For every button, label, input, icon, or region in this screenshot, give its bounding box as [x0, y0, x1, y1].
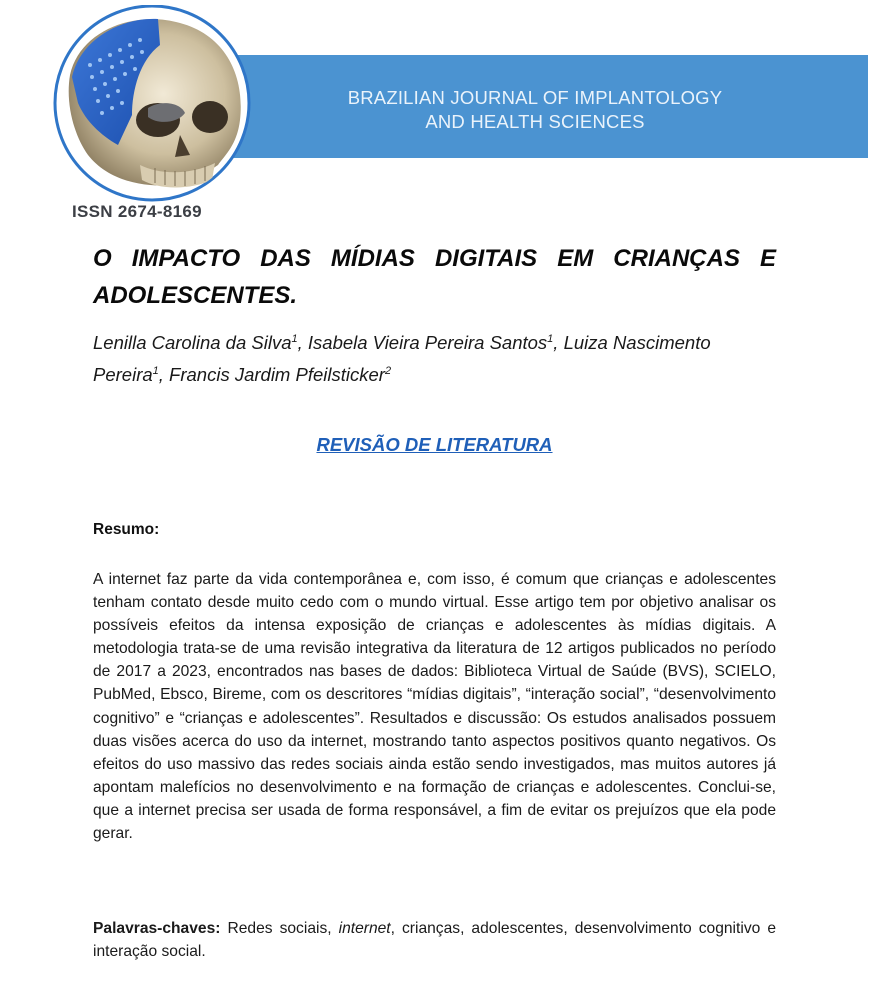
- author-separator: ,: [553, 332, 564, 354]
- abstract-body: A internet faz parte da vida contemporânea e, com isso, é comum que crianças e adolescentes tenham contato desde muito cedo com o mundo virtual. Esse artigo tem por objetivo analisar os possíveis efeitos da intensa exposição de crianças e adolescentes às mídias digitais. A metodologia trata-se de uma revisão integrativa da literatura de 12 artigos publicados no período de 2017 a 2023, encontrados nas bases de dados: Biblioteca Virtual de Saúde (BVS), SCIELO, PubMed, Ebsco, Bireme, com os descritores “mídias digitais”, “interação social”, “desenvolvimento cognitivo” e “crianças e adolescentes”. Resultados e discussão: Os estudos analisados possuem duas visões acerca do uso da internet, mostrando tanto aspectos positivos quanto negativos. Os efeitos do uso massivo das redes sociais ainda estão sendo investigados, mas muitos autores já apontam malefícios no desenvolvimento e na formação de crianças e adolescentes. Conclui-se, que a internet precisa ser usada de forma responsável, a fim de evitar os prejuízos que ela pode gerar.: [93, 571, 776, 843]
- journal-name-line-2: AND HEALTH SCIENCES: [425, 111, 645, 132]
- keywords-paragraph: [93, 917, 776, 963]
- author-name: Isabela Vieira Pereira Santos: [307, 332, 548, 354]
- author-affiliation: 1: [152, 365, 159, 378]
- author-name: Luiza Nascimento Pereira: [93, 332, 711, 386]
- author-separator: ,: [158, 364, 170, 386]
- journal-name-line-1: BRAZILIAN JOURNAL OF IMPLANTOLOGY: [347, 87, 723, 108]
- author-affiliation: 1: [547, 333, 554, 345]
- keywords-label: Palavras-chaves:: [93, 920, 221, 937]
- issn-label: ISSN 2674-8169: [72, 202, 202, 221]
- keywords-italic-term: internet: [338, 920, 391, 937]
- author-list: [93, 325, 783, 389]
- abstract-heading: Resumo:: [93, 521, 160, 538]
- keywords-text: Redes sociais,: [220, 920, 339, 937]
- author-affiliation: 2: [384, 365, 392, 378]
- author-separator: ,: [297, 332, 308, 354]
- author-affiliation: 1: [291, 333, 298, 345]
- article-type-link[interactable]: REVISÃO DE LITERATURA: [316, 434, 553, 455]
- skull-implant-logo-icon: [40, 5, 265, 203]
- author-name: Lenilla Carolina da Silva: [93, 332, 292, 354]
- journal-name: [300, 86, 770, 134]
- author-name: Francis Jardim Pfeilsticker: [169, 364, 385, 386]
- article-title: O IMPACTO DAS MÍDIAS DIGITAIS EM CRIANÇAS E ADOLESCENTES.: [93, 245, 776, 309]
- keywords-text-rest: , crianças, adolescentes, desenvolvimento cognitivo e interação social.: [93, 920, 776, 960]
